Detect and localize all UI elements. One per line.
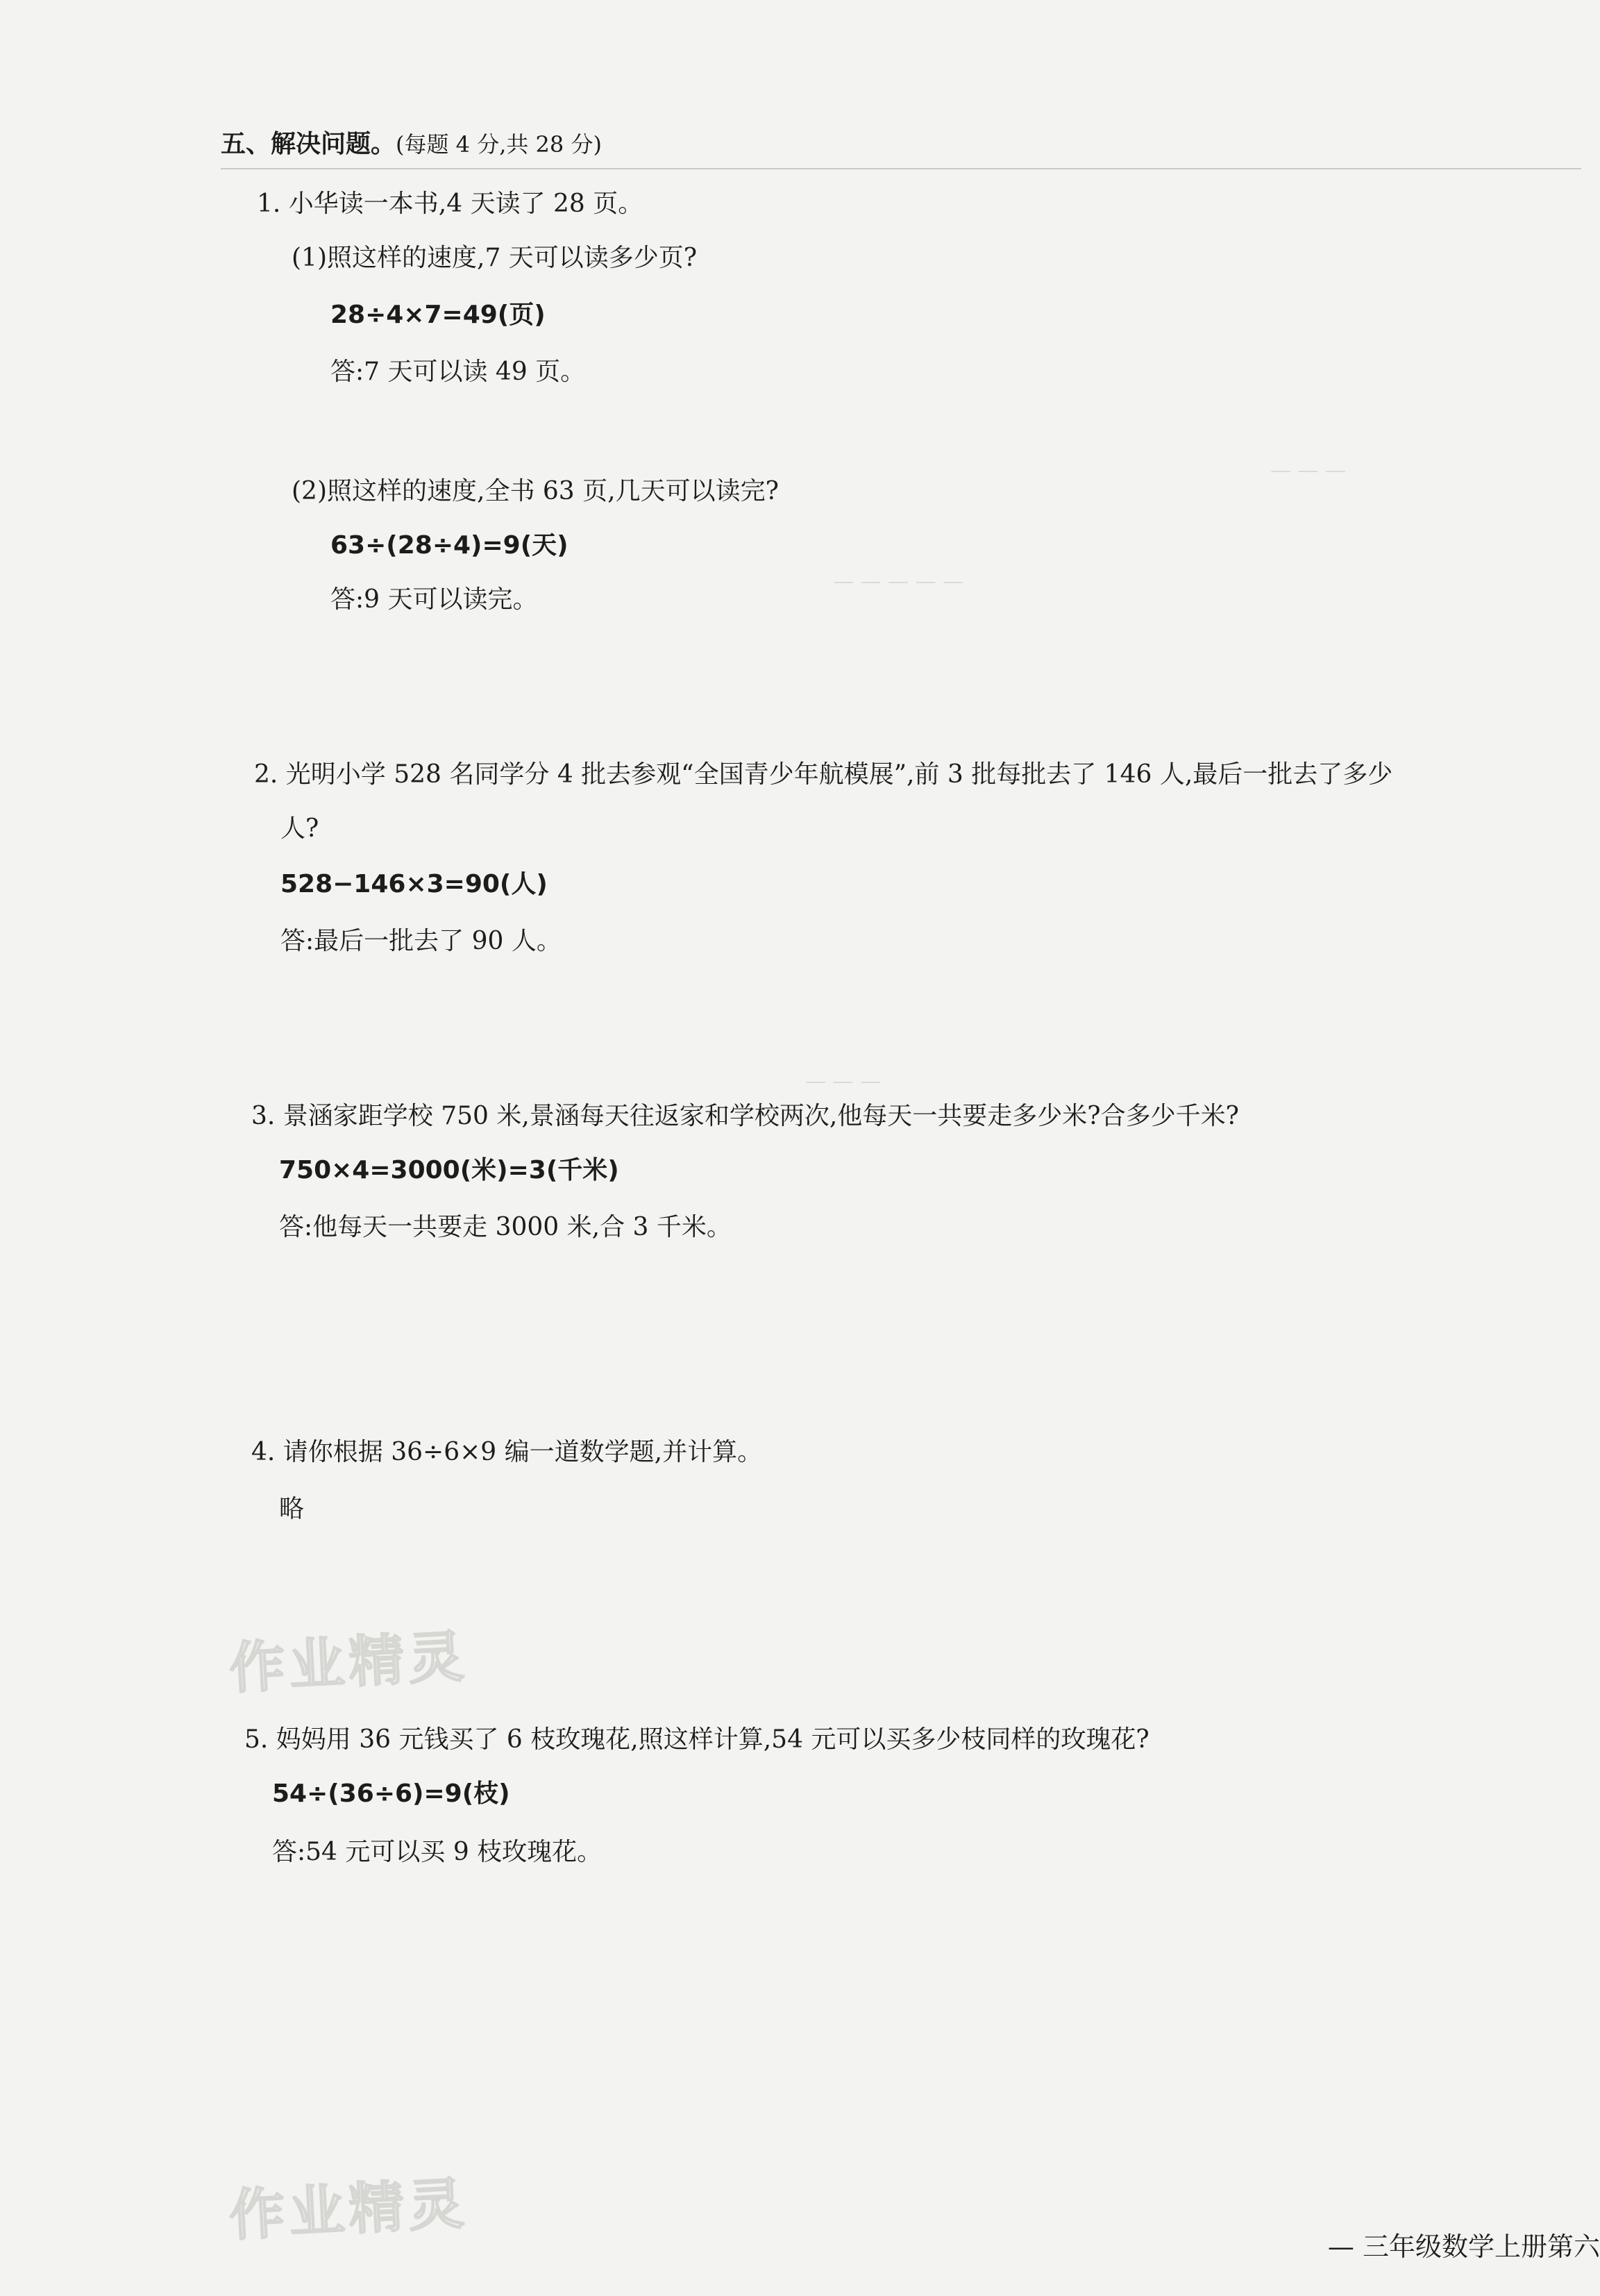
page-footer: — 三年级数学上册第六 xyxy=(1327,2231,1600,2262)
q1-part2-question: (2)照这样的速度,全书 63 页,几天可以读完? xyxy=(292,477,779,505)
q1-part1-answer: 答:7 天可以读 49 页。 xyxy=(330,358,586,386)
q5-equation: 54÷(36÷6)=9(枝) xyxy=(272,1779,510,1808)
bleed-through-mark: — — — xyxy=(805,1069,882,1093)
watermark-logo: 作业精灵 xyxy=(228,1624,470,1701)
q3-prompt: 3. 景涵家距学校 750 米,景涵每天往返家和学校两次,他每天一共要走多少米?合多少千米? xyxy=(251,1102,1239,1130)
q1-part1-equation: 28÷4×7=49(页) xyxy=(330,301,546,329)
watermark-logo-bottom: 作业精灵 xyxy=(228,2171,470,2248)
q3-answer: 答:他每天一共要走 3000 米,合 3 千米。 xyxy=(279,1213,732,1241)
q4-answer: 略 xyxy=(279,1495,305,1523)
q1-part2-equation: 63÷(28÷4)=9(天) xyxy=(330,531,569,560)
section-note: (每题 4 分,共 28 分) xyxy=(396,131,602,158)
heading-divider xyxy=(221,168,1581,169)
q5-prompt: 5. 妈妈用 36 元钱买了 6 枝玫瑰花,照这样计算,54 元可以买多少枝同样的玫瑰花? xyxy=(244,1725,1150,1754)
q2-equation: 528−146×3=90(人) xyxy=(280,870,548,898)
q1-part2-answer: 答:9 天可以读完。 xyxy=(330,585,538,614)
q2-answer: 答:最后一批去了 90 人。 xyxy=(280,927,562,955)
section-title: 五、解决问题。 xyxy=(221,129,396,158)
q2-prompt-line1: 2. 光明小学 528 名同学分 4 批去参观“全国青少年航模展”,前 3 批每批去了 146 人,最后一批去了多少 xyxy=(254,760,1393,789)
bleed-through-mark: — — — xyxy=(1270,458,1347,483)
q3-equation: 750×4=3000(米)=3(千米) xyxy=(279,1156,619,1184)
q1-prompt: 1. 小华读一本书,4 天读了 28 页。 xyxy=(257,190,643,218)
q1-part1-question: (1)照这样的速度,7 天可以读多少页? xyxy=(292,244,698,272)
q5-answer: 答:54 元可以买 9 枝玫瑰花。 xyxy=(272,1838,603,1866)
q4-prompt: 4. 请你根据 36÷6×9 编一道数学题,并计算。 xyxy=(251,1438,763,1466)
section-heading xyxy=(221,129,602,159)
q2-prompt-line2: 人? xyxy=(280,814,319,843)
bleed-through-mark: — — — — — xyxy=(833,569,964,594)
